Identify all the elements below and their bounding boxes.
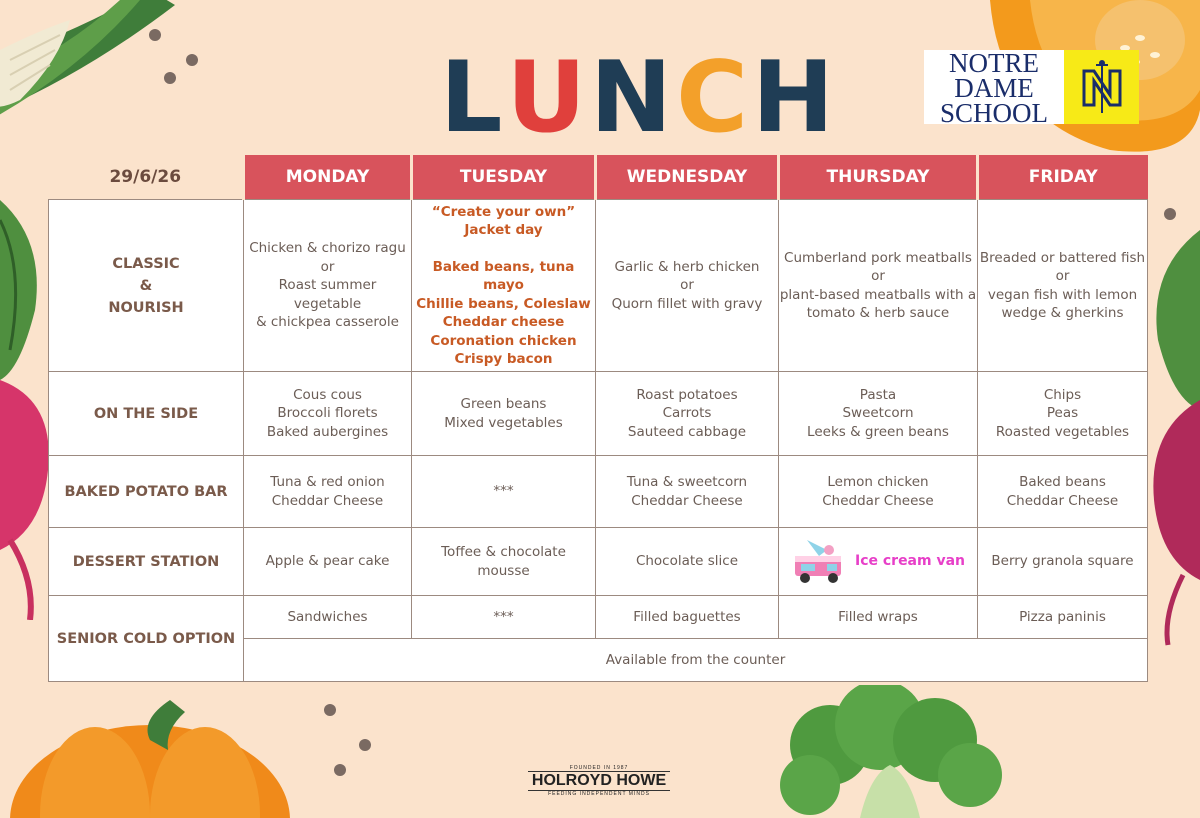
row-baked-potato-bar — [49, 456, 1148, 528]
senior-availability-note: Available from the counter — [244, 639, 1148, 682]
day-wednesday: WEDNESDAY — [596, 155, 779, 200]
classic-thursday — [779, 200, 978, 372]
cell-line: *** — [493, 483, 514, 500]
cell-line: Baked aubergines — [266, 423, 389, 440]
dessert-monday — [244, 528, 412, 596]
cell-line: Leeks & green beans — [807, 423, 949, 440]
cell-line: Cous cous — [293, 386, 362, 403]
cell-line: Lemon chicken — [827, 474, 929, 490]
spring-onion-illustration — [0, 0, 200, 140]
cell-line: Cheddar Cheese — [271, 492, 384, 509]
cell-line: Sauteed cabbage — [627, 423, 747, 440]
beetroot-illustration-left — [0, 360, 55, 620]
cell-line: Peas — [1046, 405, 1079, 422]
cell-line: Cheddar Cheese — [631, 492, 743, 509]
cell-line: or — [320, 258, 335, 275]
cell-line: Broccoli florets — [277, 405, 378, 422]
cell-line: Chips — [1043, 386, 1082, 403]
day-monday: MONDAY — [244, 155, 412, 200]
cell-line: Quorn fillet with gravy — [611, 295, 763, 312]
cell-line: Roast summer vegetable — [278, 277, 377, 312]
cell-line: Green beans — [460, 396, 547, 412]
dessert-wednesday — [596, 528, 779, 596]
cell-line: Toffee & chocolate — [441, 544, 566, 560]
school-name: NOTRE DAME SCHOOL — [939, 48, 1048, 128]
row-on-the-side — [49, 372, 1148, 456]
cell-line: Pasta — [859, 386, 897, 403]
lunch-menu-table — [48, 155, 1148, 682]
title-letter: L — [440, 41, 507, 155]
cell-line: vegan fish with lemon — [987, 286, 1138, 303]
senior-wednesday: Filled baguettes — [596, 596, 779, 639]
dessert-tuesday — [412, 528, 596, 596]
ice-cream-van-label: Ice cream van — [854, 553, 966, 570]
cell-line: or — [1055, 268, 1070, 284]
senior-monday: Sandwiches — [244, 596, 412, 639]
row-dessert-station — [49, 528, 1148, 596]
beetroot-illustration-right — [1148, 390, 1200, 650]
title-letter: U — [506, 41, 591, 155]
day-friday: FRIDAY — [978, 155, 1148, 200]
row-label-potato: BAKED POTATO BAR — [49, 456, 244, 528]
broccoli-illustration — [770, 685, 1010, 818]
cell-line: Breaded or battered fish — [979, 249, 1146, 266]
cell-line: Cumberland pork meatballs — [784, 249, 972, 266]
cell-line: Tuna & red onion — [270, 474, 385, 490]
pumpkin-illustration — [0, 700, 300, 818]
senior-tuesday: *** — [412, 596, 596, 639]
day-tuesday: TUESDAY — [412, 155, 596, 200]
row-label-senior: SENIOR COLD OPTION — [49, 596, 244, 682]
side-tuesday — [412, 372, 596, 456]
cell-line: Tuna & sweetcorn — [626, 474, 748, 490]
cell-line: Garlic & herb chicken — [614, 258, 760, 275]
cell-line: Roasted vegetables — [995, 423, 1130, 440]
decorative-dots — [320, 700, 400, 800]
dessert-thursday — [779, 528, 978, 596]
title-letter: C — [676, 41, 752, 155]
potato-friday — [978, 456, 1148, 528]
side-wednesday — [596, 372, 779, 456]
page-title — [440, 41, 839, 155]
cell-line: tomato & herb sauce — [806, 305, 950, 321]
title-letter: H — [751, 41, 839, 155]
row-senior-cold-option — [49, 596, 1148, 639]
leaf-illustration-right — [1148, 230, 1200, 410]
cell-line: Sweetcorn — [842, 405, 914, 422]
potato-tuesday — [412, 456, 596, 528]
cell-line: or — [871, 268, 885, 284]
senior-thursday: Filled wraps — [779, 596, 978, 639]
senior-friday: Pizza paninis — [978, 596, 1148, 639]
cell-line: wedge & gherkins — [1001, 305, 1124, 321]
cell-line: Mixed vegetables — [444, 414, 563, 431]
day-thursday: THURSDAY — [779, 155, 978, 200]
row-label-side: ON THE SIDE — [49, 372, 244, 456]
cell-line: Chicken & chorizo ragu — [249, 240, 406, 257]
nd-monogram-crest-icon — [1064, 50, 1139, 124]
cell-line: Carrots — [662, 405, 712, 422]
classic-tuesday: “Create your own” Jacket day Baked beans, tuna mayo Chillie beans, Coleslaw Cheddar cheese Coronation chicken Crispy bacon — [412, 200, 596, 372]
cell-line: Cheddar Cheese — [1006, 492, 1119, 509]
menu-date: 29/6/26 — [109, 167, 182, 187]
cell-line: & chickpea casserole — [256, 314, 399, 331]
cell-line: Baked beans — [1019, 474, 1106, 490]
potato-monday — [244, 456, 412, 528]
cell-line: Roast potatoes — [636, 386, 738, 403]
side-thursday — [779, 372, 978, 456]
title-letter: N — [590, 41, 677, 155]
side-friday — [978, 372, 1148, 456]
cell-line: plant-based meatballs with a — [779, 286, 977, 303]
leaf-illustration-left — [0, 200, 50, 380]
decorative-dots-right — [1160, 200, 1200, 240]
classic-wednesday — [596, 200, 779, 372]
cell-line: Apple & pear cake — [265, 553, 390, 570]
row-label-classic: CLASSIC & NOURISH — [49, 200, 244, 372]
ice-cream-van-icon — [791, 538, 849, 586]
side-monday — [244, 372, 412, 456]
potato-thursday — [779, 456, 978, 528]
cell-line: Cheddar Cheese — [822, 492, 934, 509]
classic-monday — [244, 200, 412, 372]
cell-line: or — [680, 277, 694, 294]
school-logo — [924, 48, 1139, 128]
dessert-friday — [978, 528, 1148, 596]
row-label-dessert: DESSERT STATION — [49, 528, 244, 596]
cell-line: Chocolate slice — [635, 553, 739, 570]
holroyd-howe-logo: FOUNDED IN 1987 HOLROYD HOWE FEEDING INDEPENDENT MINDS — [528, 765, 670, 801]
potato-wednesday — [596, 456, 779, 528]
cell-line: mousse — [477, 562, 530, 579]
cell-line: Berry granola square — [991, 553, 1134, 570]
header-row — [49, 155, 1148, 200]
row-classic-nourish — [49, 200, 1148, 372]
classic-friday — [978, 200, 1148, 372]
